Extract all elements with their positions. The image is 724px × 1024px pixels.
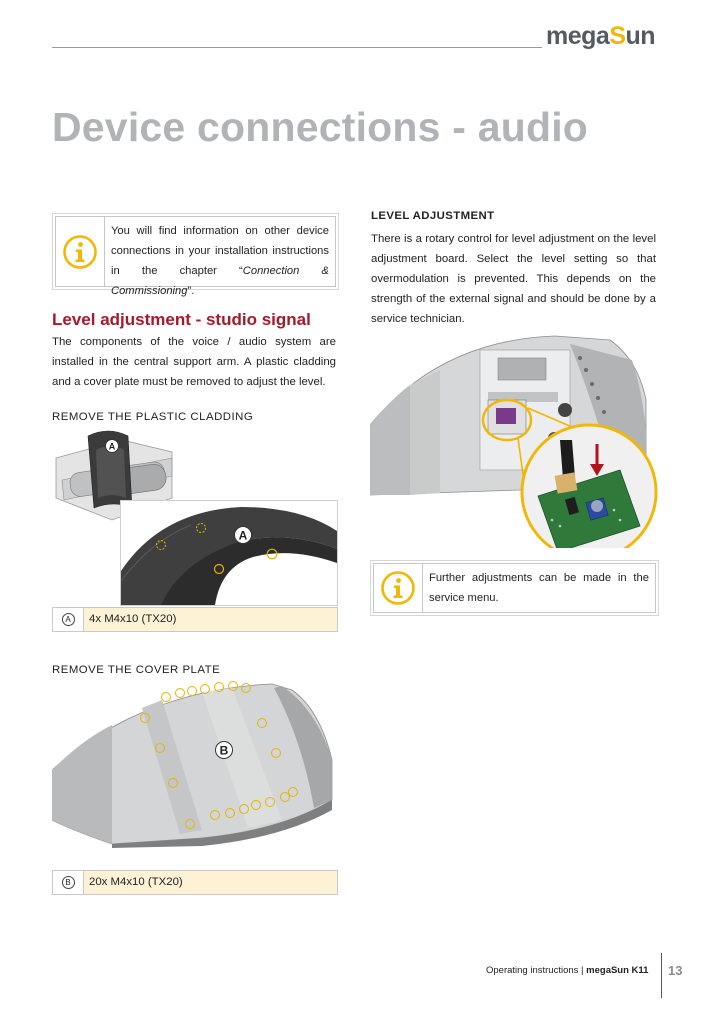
- marker-b-label: B: [219, 743, 229, 758]
- footer-rule: [661, 953, 662, 998]
- parts-key-b: B: [62, 876, 75, 889]
- info-box-connections: [55, 216, 336, 297]
- parts-key-a: A: [62, 613, 75, 626]
- info-text: Further adjustments can be made in the service menu.: [429, 572, 649, 604]
- parts-table-a: [52, 607, 338, 632]
- header-rule: [52, 47, 542, 48]
- brand-logo: megaSun: [546, 22, 656, 50]
- info-icon: [380, 570, 416, 606]
- info-icon-cell: [56, 217, 105, 286]
- page-title: Device connections - audio: [52, 104, 589, 150]
- marker-a-label: A: [238, 528, 248, 543]
- section-heading: Level adjustment - studio signal: [52, 310, 311, 329]
- info-box-service-menu: [373, 563, 656, 613]
- section-intro: The components of the voice / audio system are installed in the central support arm. A plastic cladding and a cover plate must be removed to adjust the level.: [52, 336, 336, 388]
- figure-cladding-detail-frame: [120, 500, 338, 606]
- marker-a-small-label: A: [108, 441, 116, 452]
- level-adjustment-text: There is a rotary control for level adjustment on the level adjustment board. Select the level setting so that overmodulation is prevented. This depends on the strength of the external signal and should be done by a service technician.: [371, 233, 656, 325]
- step-label-cover: REMOVE THE COVER PLATE: [52, 664, 221, 676]
- step-label-cladding: REMOVE THE PLASTIC CLADDING: [52, 411, 254, 423]
- figure-level-board: [370, 330, 660, 548]
- info-icon: [62, 234, 98, 270]
- parts-key-cell: [53, 608, 84, 631]
- parts-value-b: 20x M4x10 (TX20): [84, 871, 337, 894]
- footer-doc-label: Operating instructions | megaSun K11: [486, 965, 649, 976]
- level-adjustment-heading: LEVEL ADJUSTMENT: [371, 210, 495, 222]
- figure-cladding-detail: [121, 501, 337, 605]
- figure-cover-plate: [52, 680, 336, 848]
- parts-table-b: [52, 870, 338, 895]
- parts-value-a: 4x M4x10 (TX20): [84, 608, 337, 631]
- info-icon-cell: [374, 564, 423, 612]
- page-number: 13: [668, 963, 683, 978]
- parts-key-cell: [53, 871, 84, 894]
- info-text: You will find information on other device connections in your installation instructions in the chapter “Connection & Commissioning”.: [111, 225, 329, 297]
